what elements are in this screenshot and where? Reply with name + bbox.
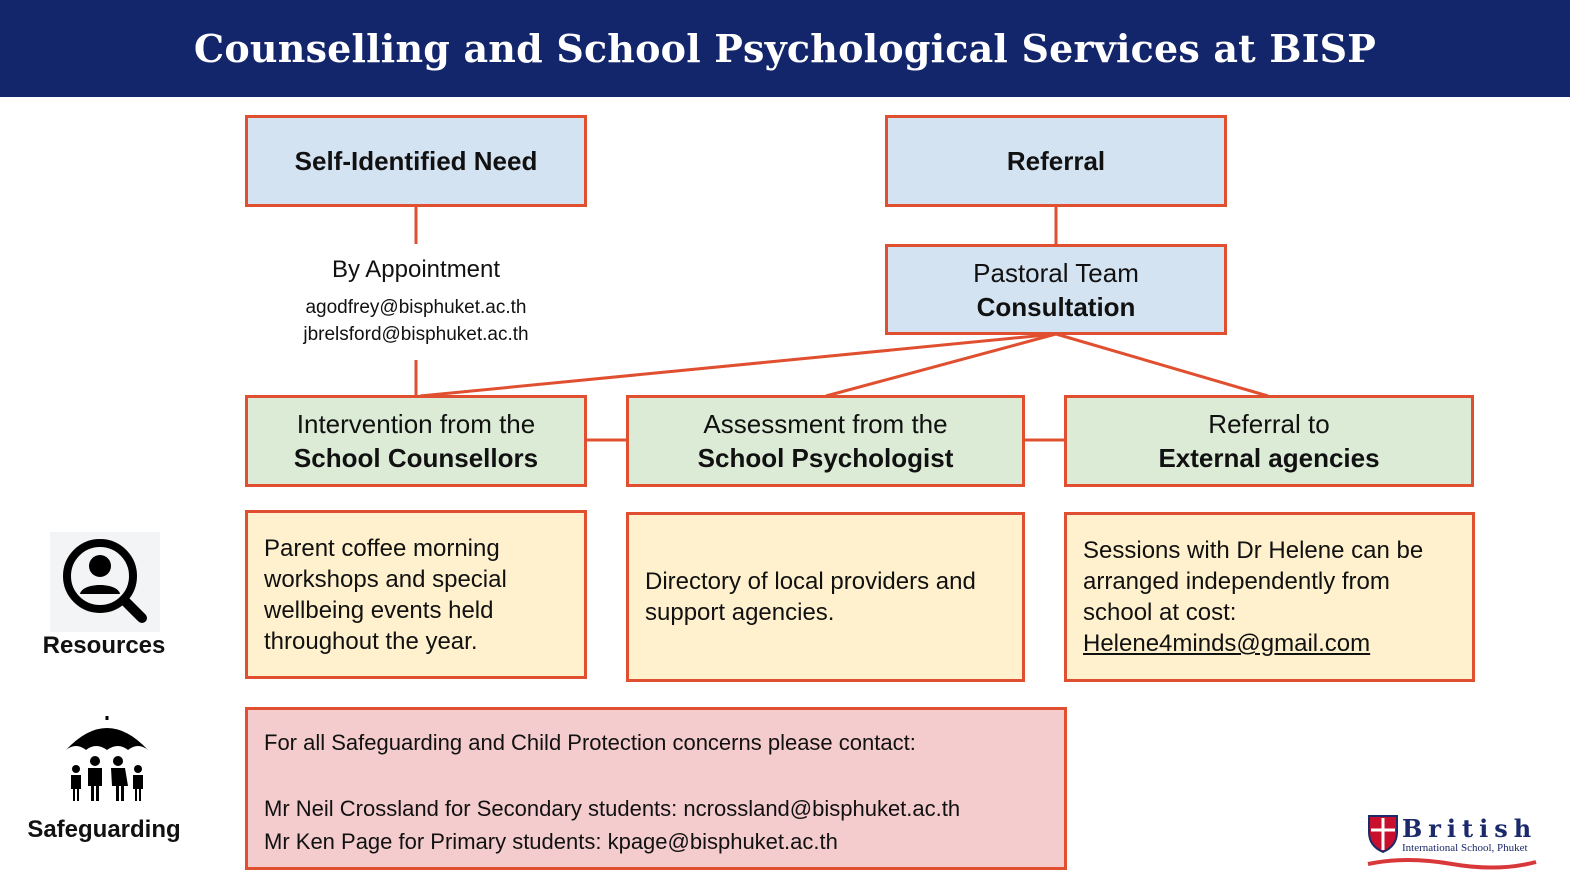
external-agencies-box	[1064, 395, 1474, 487]
logo-subtitle: International School, Phuket	[1402, 842, 1528, 854]
service-line1: Assessment from the	[703, 409, 948, 439]
helene-email-link[interactable]: Helene4minds@gmail.com	[1083, 630, 1371, 657]
school-logo	[1366, 812, 1538, 870]
resource-box-counsellors	[245, 510, 587, 679]
resources-label: Resources	[42, 632, 166, 659]
pastoral-line1: Pastoral Team	[973, 257, 1139, 288]
connector-pastoral-to-external	[1056, 334, 1268, 396]
referral-box	[885, 115, 1227, 207]
safeguarding-intro: For all Safeguarding and Child Protection concerns please contact:	[264, 730, 916, 755]
pastoral-line2: Consultation	[976, 291, 1136, 322]
service-line2: School Counsellors	[293, 443, 539, 473]
safeguarding-spacer	[264, 759, 1048, 792]
service-line1: Intervention from the	[296, 409, 536, 439]
pastoral-team-box	[885, 244, 1227, 335]
resource-box-psychologist	[626, 512, 1025, 682]
resource-text: Sessions with Dr Helene can be arranged independently from school at cost:	[1083, 537, 1424, 626]
safeguarding-contact: Mr Neil Crossland for Secondary students: ncrossland@bisphuket.ac.th	[264, 796, 961, 821]
resource-text: Parent coffee morning workshops and special wellbeing events held throughout the year.	[264, 534, 507, 655]
resource-box-external	[1064, 512, 1475, 682]
safeguarding-contact: Mr Ken Page for Primary students: kpage@bisphuket.ac.th	[264, 829, 838, 854]
appointment-title: By Appointment	[331, 256, 501, 283]
appointment-email[interactable]: jbrelsford@bisphuket.ac.th	[303, 324, 529, 345]
self-identified-need-label: Self-Identified Need	[294, 145, 538, 176]
counsellors-box	[245, 395, 587, 487]
connector-pastoral-to-psychologist	[826, 334, 1056, 396]
resource-text: Directory of local providers and support agencies.	[645, 568, 976, 626]
family-umbrella-icon	[62, 712, 152, 807]
logo-brand: British	[1402, 814, 1538, 843]
page-title: Counselling and School Psychological Services at BISP	[193, 26, 1377, 71]
service-line1: Referral to	[1208, 409, 1330, 439]
person-search-icon	[50, 532, 160, 632]
service-line2: External agencies	[1158, 443, 1380, 473]
service-line2: School Psychologist	[697, 443, 954, 473]
safeguarding-label: Safeguarding	[27, 816, 181, 843]
crest-icon	[1366, 812, 1400, 856]
psychologist-box	[626, 395, 1025, 487]
safeguarding-box	[245, 707, 1067, 870]
self-identified-need-box	[245, 115, 587, 207]
referral-label: Referral	[1006, 145, 1106, 176]
logo-wave	[1366, 856, 1538, 870]
appointment-email[interactable]: agodfrey@bisphuket.ac.th	[305, 297, 527, 318]
appointment-info	[266, 254, 566, 348]
